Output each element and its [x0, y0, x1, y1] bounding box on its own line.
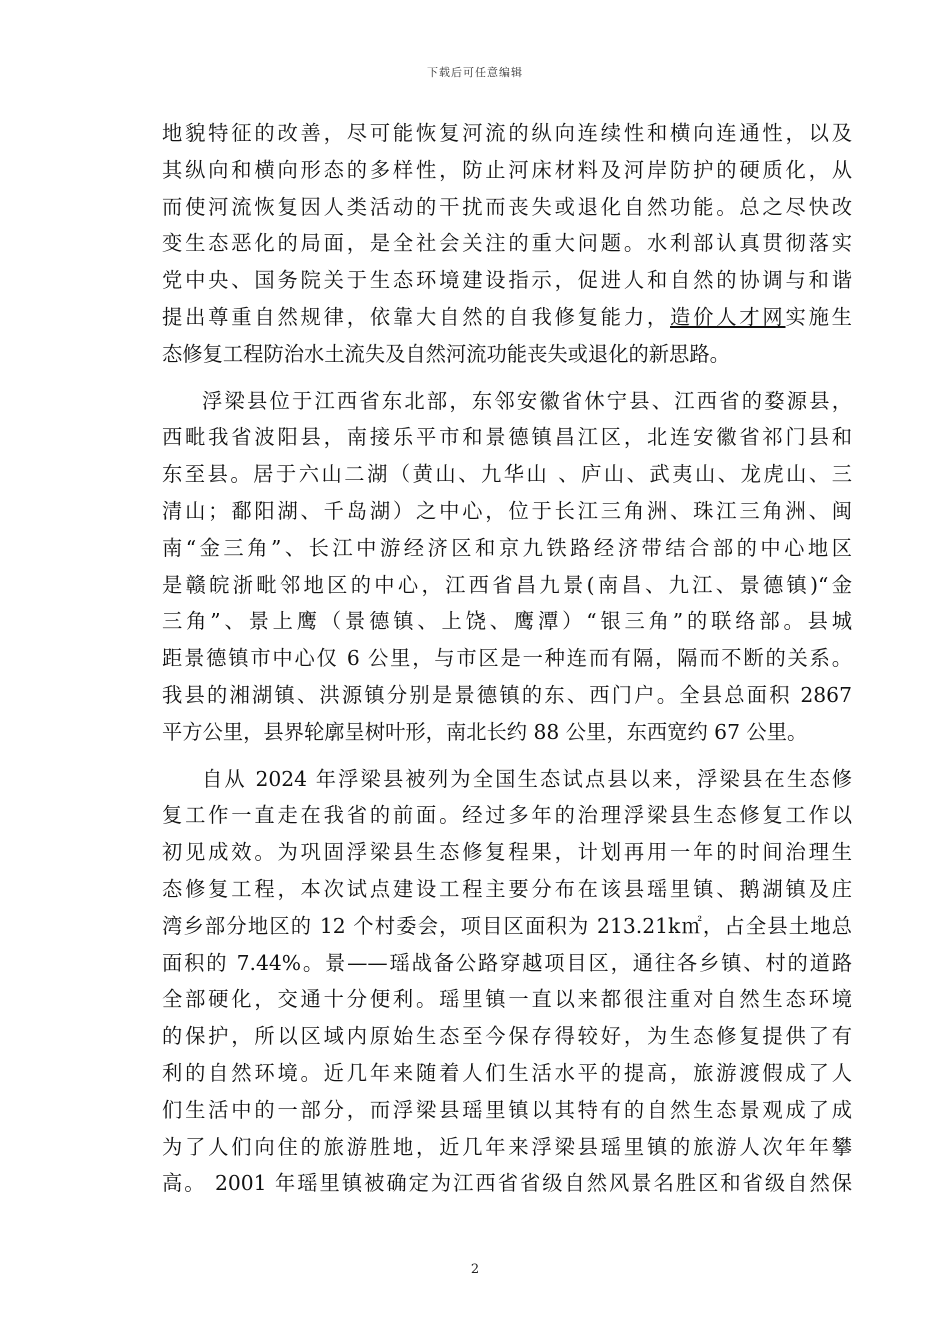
text-line: 距景德镇市中心仅 6 公里，与市区是一种连而有隔，隔而不断的关系。 [162, 646, 852, 671]
hyperlink[interactable]: 造价人才网 [670, 304, 786, 329]
text-line: 面积的 7.44%。景——瑶战备公路穿越项目区，通往各乡镇、村的道路 [162, 950, 852, 975]
paragraph-3 [162, 761, 852, 1203]
paragraph-1 [162, 115, 852, 373]
text-line: 是赣皖浙毗邻地区的中心，江西省昌九景(南昌、九江、景德镇)“金 [162, 572, 852, 597]
text-line: 初见成效。为巩固浮梁县生态修复程果，计划再用一年的时间治理生 [162, 840, 852, 865]
text-line: 地貌特征的改善，尽可能恢复河流的纵向连续性和横向连通性，以及 [162, 121, 852, 145]
text-line: 态修复工程，本次试点建设工程主要分布在该县瑶里镇、鹅湖镇及庄 [162, 876, 852, 901]
text-line: 变生态恶化的局面，是全社会关注的重大问题。水利部认真贯彻落实 [162, 231, 852, 256]
text-line: 湾乡部分地区的 12 个村委会，项目区面积为 213.21k㎡，占全县土地总 [162, 913, 852, 938]
text-line: 清山；鄱阳湖、千岛湖）之中心，位于长江三角洲、珠江三角洲、闽 [162, 498, 852, 523]
text-line: 为了人们向住的旅游胜地，近几年来浮梁县瑶里镇的旅游人次年年攀 [162, 1134, 852, 1159]
text-segment: 实施生 [785, 304, 852, 329]
text-line: 高。 2001 年瑶里镇被确定为江西省省级自然风景名胜区和省级自然保 [162, 1171, 852, 1196]
text-line: 东至县。居于六山二湖（黄山、九华山 、庐山、武夷山、龙虎山、三 [162, 462, 852, 487]
text-line: 西毗我省波阳县，南接乐平市和景德镇昌江区，北连安徽省祁门县和 [162, 425, 852, 450]
text-line: 们生活中的一部分，而浮梁县瑶里镇以其特有的自然生态景观成了成 [162, 1097, 852, 1122]
paragraph-2 [162, 383, 852, 751]
text-line: 全部硬化，交通十分便利。瑶里镇一直以来都很注重对自然生态环境 [162, 987, 852, 1012]
text-line: 党中央、国务院关于生态环境建设指示，促进人和自然的协调与和谐 [162, 268, 852, 293]
text-line: 平方公里，县界轮廓呈树叶形，南北长约 88 公里，东西宽约 67 公里。 [162, 719, 808, 744]
text-line-with-link [162, 299, 852, 336]
text-line: 自从 2024 年浮梁县被列为全国生态试点县以来，浮梁县在生态修 [202, 766, 852, 791]
text-line: 复工作一直走在我省的前面。经过多年的治理浮梁县生态修复工作以 [162, 803, 852, 828]
text-line: 三角”、景上鹰（景德镇、上饶、鹰潭）“银三角”的联络部。县城 [162, 609, 852, 634]
text-line: 态修复工程防治水土流失及自然河流功能丧失或退化的新思路。 [162, 341, 730, 366]
text-line: 其纵向和横向形态的多样性，防止河床材料及河岸防护的硬质化，从 [162, 157, 852, 182]
text-line: 南“金三角”、长江中游经济区和京九铁路经济带结合部的中心地区 [162, 535, 852, 560]
text-line: 我县的湘湖镇、洪源镇分别是景德镇的东、西门户。全县总面积 2867 [162, 682, 852, 707]
text-line: 的保护，所以区域内原始生态至今保存得较好，为生态修复提供了有 [162, 1024, 852, 1049]
text-line: 利的自然环境。近几年来随着人们生活水平的提高，旅游渡假成了人 [162, 1060, 852, 1085]
page-header: 下载后可任意编辑 [427, 66, 523, 79]
text-segment: 提出尊重自然规律，依靠大自然的自我修复能力， [162, 304, 671, 329]
page-number: 2 [470, 1262, 480, 1277]
text-line: 而使河流恢复因人类活动的干扰而丧失或退化自然功能。总之尽快改 [162, 194, 852, 219]
document-body [162, 115, 852, 1202]
text-line: 浮梁县位于江西省东北部，东邻安徽省休宁县、江西省的婺源县， [202, 388, 852, 413]
